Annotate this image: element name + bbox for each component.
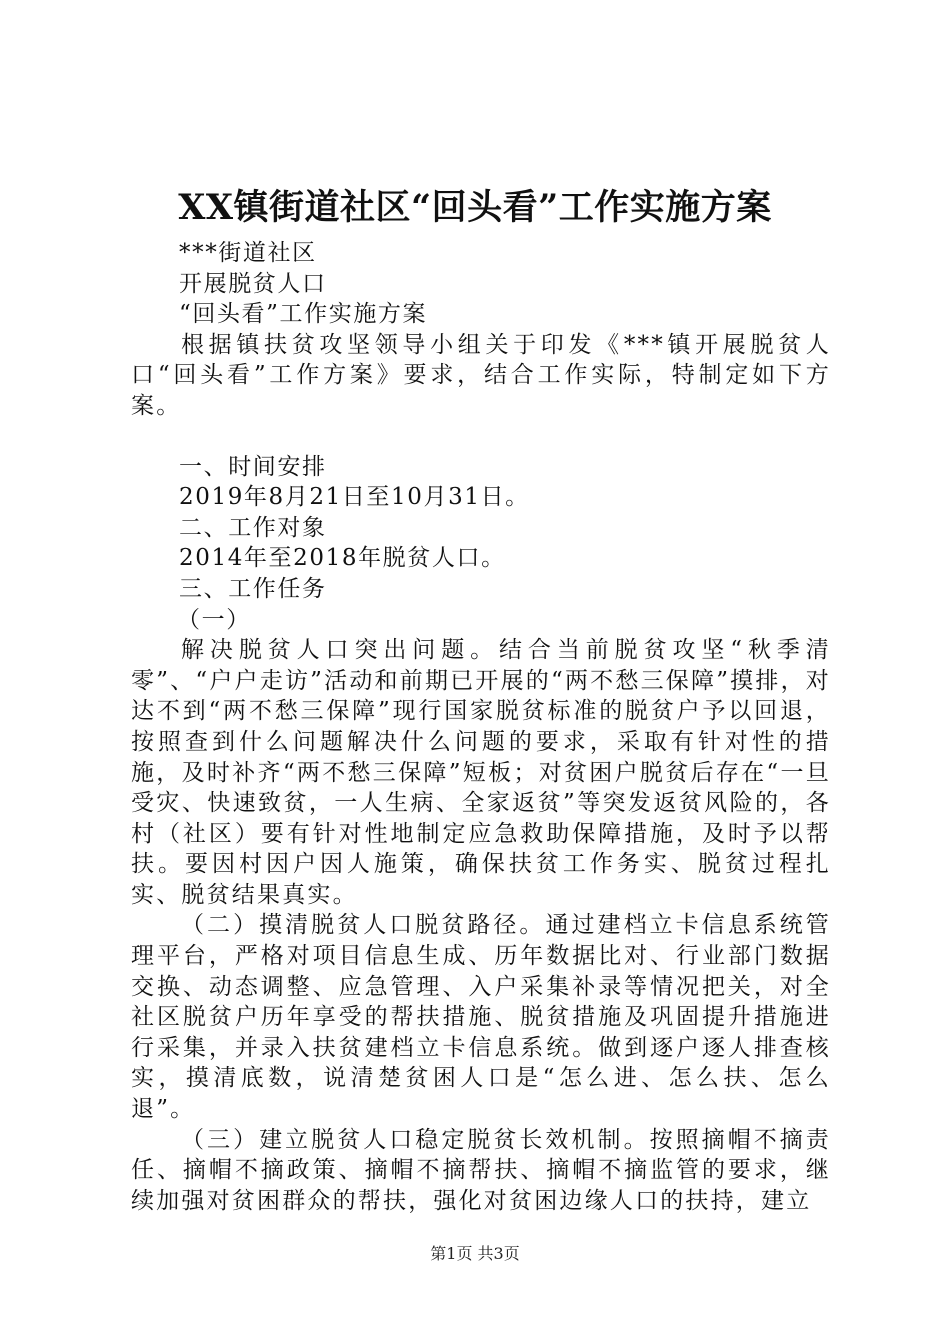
- paragraph-gap: [131, 422, 831, 452]
- task-1-label: （一）: [177, 606, 251, 633]
- document-title: XX镇街道社区“回头看”工作实施方案: [178, 187, 772, 228]
- section-1-heading: 一、时间安排: [179, 453, 327, 480]
- page-footer: 第1页 共3页: [430, 1244, 520, 1263]
- subtitle-line-1: ***街道社区: [179, 240, 317, 266]
- task-2-paragraph: （二）摸清脱贫人口脱贫路径。通过建档立卡信息系统管理平台，严格对项目信息生成、历年数据比对、行业部门数据交换、动态调整、应急管理、入户采集补录等情况把关，对全社区脱贫户历年享受的帮扶措施、脱贫措施及巩固提升措施进行采集，并录入扶贫建档立卡信息系统。做到逐户逐人排查核实，摸清底数，说清楚贫困人口是“怎么进、怎么扶、怎么退”。: [131, 912, 831, 1123]
- subtitle-line-2: 开展脱贫人口: [179, 270, 327, 297]
- section-2-text: 2014年至2018年脱贫人口。: [179, 545, 506, 572]
- subtitle-line-3: “回头看”工作实施方案: [179, 301, 428, 328]
- document-body: [131, 238, 831, 1216]
- intro-paragraph: 根据镇扶贫攻坚领导小组关于印发《***镇开展脱贫人口“回头看”工作方案》要求，结合工作实际，特制定如下方案。: [131, 331, 831, 419]
- task-1-paragraph: 解决脱贫人口突出问题。结合当前脱贫攻坚“秋季清零”、“户户走访”活动和前期已开展的“两不愁三保障”摸排，对达不到“两不愁三保障”现行国家脱贫标准的脱贫户予以回退，按照查到什么问题解决什么问题的要求，采取有针对性的措施，及时补齐“两不愁三保障”短板；对贫困户脱贫后存在“一旦受灾、快速致贫，一人生病、全家返贫”等突发返贫风险的，各村（社区）要有针对性地制定应急救助保障措施，及时予以帮扶。要因村因户因人施策，确保扶贫工作务实、脱贫过程扎实、脱贫结果真实。: [131, 637, 831, 908]
- task-3-paragraph: （三）建立脱贫人口稳定脱贫长效机制。按照摘帽不摘责任、摘帽不摘政策、摘帽不摘帮扶、摘帽不摘监管的要求，继续加强对贫困群众的帮扶，强化对贫困边缘人口的扶持，建立: [131, 1126, 831, 1214]
- section-3-heading: 三、工作任务: [179, 575, 327, 602]
- section-1-text: 2019年8月21日至10月31日。: [179, 484, 530, 511]
- section-2-heading: 二、工作对象: [179, 514, 327, 541]
